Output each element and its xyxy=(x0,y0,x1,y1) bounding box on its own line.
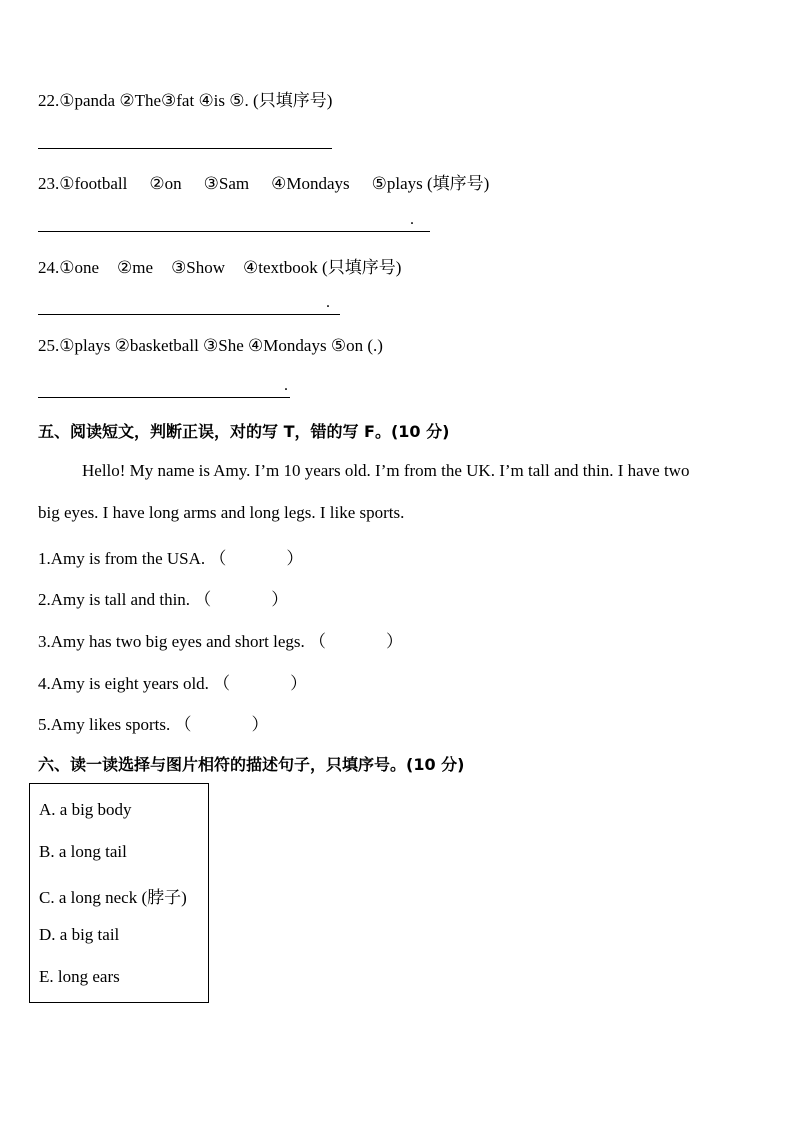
question-24 xyxy=(38,253,401,278)
tf-question-text: 4.Amy is eight years old. xyxy=(38,674,209,693)
answer-paren[interactable]: （ ） xyxy=(309,632,404,651)
passage-line-1: Hello! My name is Amy. I’m 10 years old. I’m from the UK. I’m tall and thin. I have two xyxy=(82,461,690,480)
tf-question-3 xyxy=(38,627,403,652)
q22-item: ③fat xyxy=(161,91,195,110)
tf-question-2 xyxy=(38,585,288,610)
q23-item: ①football xyxy=(59,174,128,193)
section-5-heading: 五、阅读短文，判断正误，对的写 T，错的写 F。(10 分) xyxy=(38,422,450,441)
q25-item: ②basketball xyxy=(114,336,199,355)
q22-item: ①panda xyxy=(59,91,116,110)
q22-item: ④is xyxy=(198,91,226,110)
passage-line-2: big eyes. I have long arms and long legs. I like sports. xyxy=(38,503,405,522)
q25-item: ④Mondays xyxy=(248,336,327,355)
q23-note: (填序号) xyxy=(427,174,490,193)
question-23 xyxy=(38,169,489,194)
answer-paren[interactable]: （ ） xyxy=(213,674,308,693)
q24-note: (只填序号) xyxy=(322,258,402,277)
option-c: C. a long neck (脖子) xyxy=(39,888,187,907)
answer-paren[interactable]: （ ） xyxy=(194,590,289,609)
end-mark-24: . xyxy=(326,294,330,311)
q24-item: ①one xyxy=(59,258,100,277)
q23-number: 23. xyxy=(38,174,60,193)
q24-item: ②me xyxy=(117,258,154,277)
option-d: D. a big tail xyxy=(39,925,120,944)
answer-line-25[interactable] xyxy=(38,396,290,398)
q25-number: 25. xyxy=(38,336,60,355)
q22-number: 22. xyxy=(38,91,60,110)
answer-paren[interactable]: （ ） xyxy=(174,715,269,734)
q25-item: ①plays xyxy=(59,336,111,355)
section-6-heading: 六、读一读选择与图片相符的描述句子，只填序号。(10 分) xyxy=(38,755,465,774)
tf-question-text: 5.Amy likes sports. xyxy=(38,715,171,734)
q22-note: (只填序号) xyxy=(253,91,333,110)
end-mark-23: . xyxy=(410,211,414,228)
tf-question-text: 2.Amy is tall and thin. xyxy=(38,590,191,609)
tf-question-text: 1.Amy is from the USA. xyxy=(38,549,206,568)
q22-item: ⑤. xyxy=(229,91,249,110)
q25-item: ③She xyxy=(203,336,244,355)
q24-number: 24. xyxy=(38,258,60,277)
tf-question-1 xyxy=(38,544,303,569)
answer-line-23[interactable] xyxy=(38,230,430,232)
q23-item: ⑤plays xyxy=(371,174,423,193)
end-mark-25: . xyxy=(284,377,288,394)
tf-question-text: 3.Amy has two big eyes and short legs. xyxy=(38,632,305,651)
tf-question-4 xyxy=(38,669,307,694)
tf-question-5 xyxy=(38,710,268,735)
q22-item: ②The xyxy=(119,91,162,110)
answer-line-22[interactable] xyxy=(38,147,332,149)
answer-paren[interactable]: （ ） xyxy=(209,549,304,568)
answer-line-24[interactable] xyxy=(38,313,340,315)
q24-item: ④textbook xyxy=(243,258,318,277)
q25-note: (.) xyxy=(367,336,383,355)
q24-item: ③Show xyxy=(171,258,226,277)
q23-item: ②on xyxy=(149,174,182,193)
options-box xyxy=(29,783,209,1003)
question-25 xyxy=(38,336,383,356)
question-22 xyxy=(38,86,332,111)
q23-item: ③Sam xyxy=(203,174,250,193)
option-b: B. a long tail xyxy=(39,842,127,861)
option-a: A. a big body xyxy=(39,800,132,819)
q25-item: ⑤on xyxy=(330,336,364,355)
option-e: E. long ears xyxy=(39,967,120,986)
q23-item: ④Mondays xyxy=(271,174,350,193)
